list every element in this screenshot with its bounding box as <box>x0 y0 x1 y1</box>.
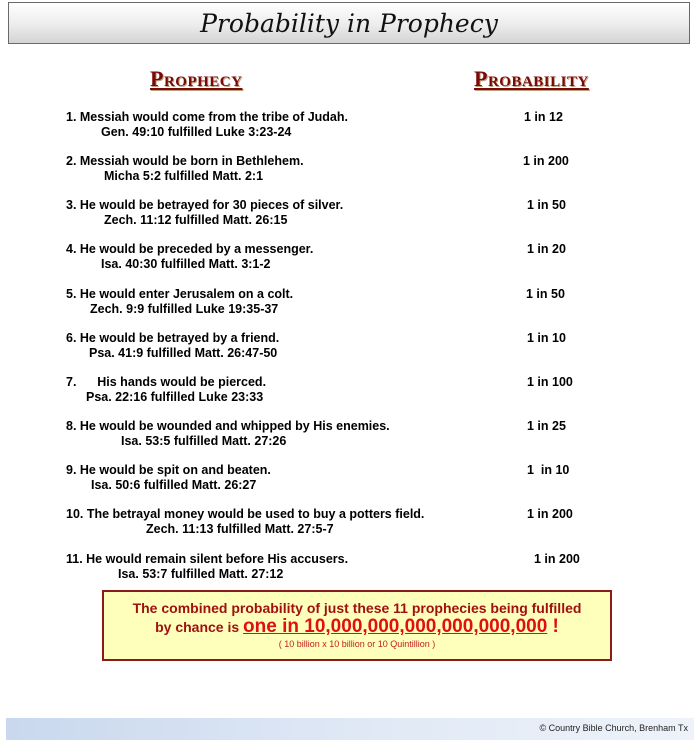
prophecy-probability: 1 in 10 <box>527 463 570 477</box>
prophecy-text: 3. He would be betrayed for 30 pieces of silver. <box>66 198 344 212</box>
prophecy-reference: Psa. 41:9 fulfilled Matt. 26:47-50 <box>89 346 278 360</box>
summary-exclamation: ! <box>547 616 559 637</box>
prophecy-reference: Zech. 11:12 fulfilled Matt. 26:15 <box>104 213 288 227</box>
prophecy-reference: Psa. 22:16 fulfilled Luke 23:33 <box>86 390 264 404</box>
prophecy-reference: Isa. 53:7 fulfilled Matt. 27:12 <box>118 567 284 581</box>
prophecy-text: 11. He would remain silent before His accusers. <box>66 552 349 566</box>
prophecy-probability: 1 in 50 <box>527 198 566 212</box>
prophecy-reference: Isa. 53:5 fulfilled Matt. 27:26 <box>121 434 287 448</box>
prophecy-probability: 1 in 20 <box>527 242 566 256</box>
prophecy-row <box>0 507 700 551</box>
prophecy-text: 10. The betrayal money would be used to buy a potters field. <box>66 507 425 521</box>
prophecy-text: 5. He would enter Jerusalem on a colt. <box>66 287 294 301</box>
prophecy-probability: 1 in 200 <box>527 507 573 521</box>
prophecy-text: 7. His hands would be pierced. <box>66 375 267 389</box>
summary-box <box>102 590 612 661</box>
summary-line-2 <box>104 616 610 638</box>
prophecy-probability: 1 in 100 <box>527 375 573 389</box>
prophecy-probability: 1 in 25 <box>527 419 566 433</box>
prophecy-text: 4. He would be preceded by a messenger. <box>66 242 314 256</box>
prophecy-probability: 1 in 12 <box>524 110 563 124</box>
footer-bar <box>6 718 694 740</box>
page-title: Probability in Prophecy <box>200 8 498 38</box>
prophecy-reference: Gen. 49:10 fulfilled Luke 3:23-24 <box>101 125 292 139</box>
prophecy-text: 8. He would be wounded and whipped by His enemies. <box>66 419 390 433</box>
prophecy-probability: 1 in 200 <box>523 154 569 168</box>
prophecy-row <box>0 242 700 286</box>
summary-note: ( 10 billion x 10 billion or 10 Quintillion ) <box>278 639 436 649</box>
prophecy-reference: Micha 5:2 fulfilled Matt. 2:1 <box>104 169 264 183</box>
prophecy-probability: 1 in 50 <box>526 287 565 301</box>
probability-column-header: Probability <box>474 66 589 91</box>
prophecy-row <box>0 463 700 507</box>
prophecy-column-header: Prophecy <box>150 66 243 91</box>
summary-highlight: one in 10,000,000,000,000,000,000 <box>243 616 548 637</box>
prophecy-text: 6. He would be betrayed by a friend. <box>66 331 280 345</box>
prophecy-probability: 1 in 10 <box>527 331 566 345</box>
prophecy-reference: Zech. 9:9 fulfilled Luke 19:35-37 <box>90 302 279 316</box>
prophecy-row <box>0 287 700 331</box>
prophecy-text: 2. Messiah would be born in Bethlehem. <box>66 154 304 168</box>
prophecy-text: 9. He would be spit on and beaten. <box>66 463 271 477</box>
prophecy-row <box>0 419 700 463</box>
copyright-text: © Country Bible Church, Brenham Tx <box>539 723 688 733</box>
prophecy-probability: 1 in 200 <box>534 552 580 566</box>
prophecy-text: 1. Messiah would come from the tribe of Judah. <box>66 110 348 124</box>
prophecy-reference: Isa. 50:6 fulfilled Matt. 26:27 <box>91 478 257 492</box>
summary-prefix: by chance is <box>155 619 244 635</box>
prophecy-reference: Isa. 40:30 fulfilled Matt. 3:1-2 <box>101 257 271 271</box>
prophecy-row <box>0 154 700 198</box>
prophecy-row <box>0 375 700 419</box>
prophecy-reference: Zech. 11:13 fulfilled Matt. 27:5-7 <box>146 522 334 536</box>
summary-line-1: The combined probability of just these 11 prophecies being fulfilled <box>132 600 582 616</box>
prophecy-row <box>0 331 700 375</box>
prophecy-row <box>0 198 700 242</box>
prophecy-row <box>0 110 700 154</box>
title-bar <box>8 2 690 44</box>
